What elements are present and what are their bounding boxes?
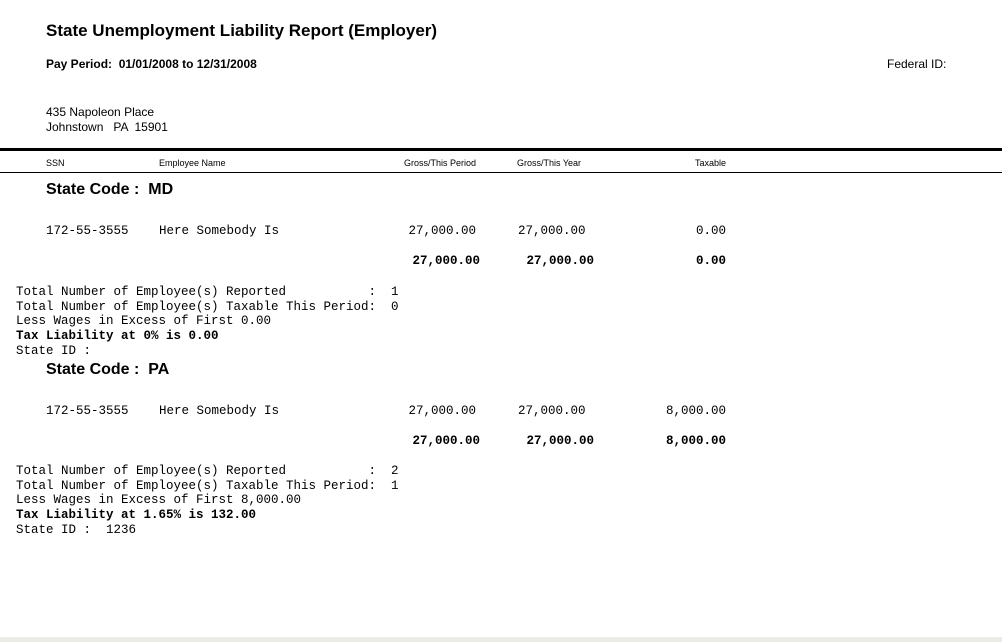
row-gross-year: 27,000.00 [518, 404, 586, 418]
total-gross-period: 27,000.00 [412, 434, 480, 448]
summary-reported: Total Number of Employee(s) Reported : 2 [16, 464, 399, 478]
summary-taxable: Total Number of Employee(s) Taxable This Period: 0 [16, 300, 399, 314]
pay-period: Pay Period: 01/01/2008 to 12/31/2008 [46, 57, 257, 71]
row-taxable: 8,000.00 [665, 404, 726, 418]
summary-less-wages: Less Wages in Excess of First 0.00 [16, 314, 272, 328]
total-taxable: 8,000.00 [665, 434, 726, 448]
federal-id: Federal ID: [887, 57, 947, 71]
row-gross-period: 27,000.00 [408, 404, 476, 418]
summary-tax-liability: Tax Liability at 0% is 0.00 [16, 329, 219, 343]
row-taxable: 0.00 [695, 224, 726, 238]
summary-reported: Total Number of Employee(s) Reported : 1 [16, 285, 399, 299]
state-code-heading: State Code : MD [46, 181, 174, 198]
row-gross-period: 27,000.00 [408, 224, 476, 238]
report-title: State Unemployment Liability Report (Employer) [46, 21, 438, 40]
total-gross-year: 27,000.00 [526, 434, 594, 448]
total-taxable: 0.00 [695, 254, 726, 268]
address-line-2: Johnstown PA 15901 [46, 120, 168, 134]
summary-state-id: State ID : [16, 344, 92, 358]
column-header-taxable: Taxable [694, 158, 726, 168]
bottom-scrollbar[interactable] [0, 637, 1002, 642]
column-header-gross-period: Gross/This Period [403, 158, 476, 168]
column-header-ssn: SSN [46, 158, 65, 168]
header-divider-thick [0, 148, 1002, 151]
header-divider-thin [0, 172, 1002, 173]
total-gross-year: 27,000.00 [526, 254, 594, 268]
row-name: Here Somebody Is [159, 404, 280, 418]
state-code-heading: State Code : PA [46, 361, 170, 378]
summary-taxable: Total Number of Employee(s) Taxable This Period: 1 [16, 479, 399, 493]
row-ssn: 172-55-3555 [46, 224, 129, 238]
summary-less-wages: Less Wages in Excess of First 8,000.00 [16, 493, 302, 507]
column-header-name: Employee Name [159, 158, 226, 168]
column-header-gross-year: Gross/This Year [517, 158, 582, 168]
row-gross-year: 27,000.00 [518, 224, 586, 238]
total-gross-period: 27,000.00 [412, 254, 480, 268]
summary-tax-liability: Tax Liability at 1.65% is 132.00 [16, 508, 257, 522]
summary-state-id: State ID : 1236 [16, 523, 137, 537]
address-line-1: 435 Napoleon Place [46, 105, 155, 119]
row-ssn: 172-55-3555 [46, 404, 129, 418]
row-name: Here Somebody Is [159, 224, 280, 238]
